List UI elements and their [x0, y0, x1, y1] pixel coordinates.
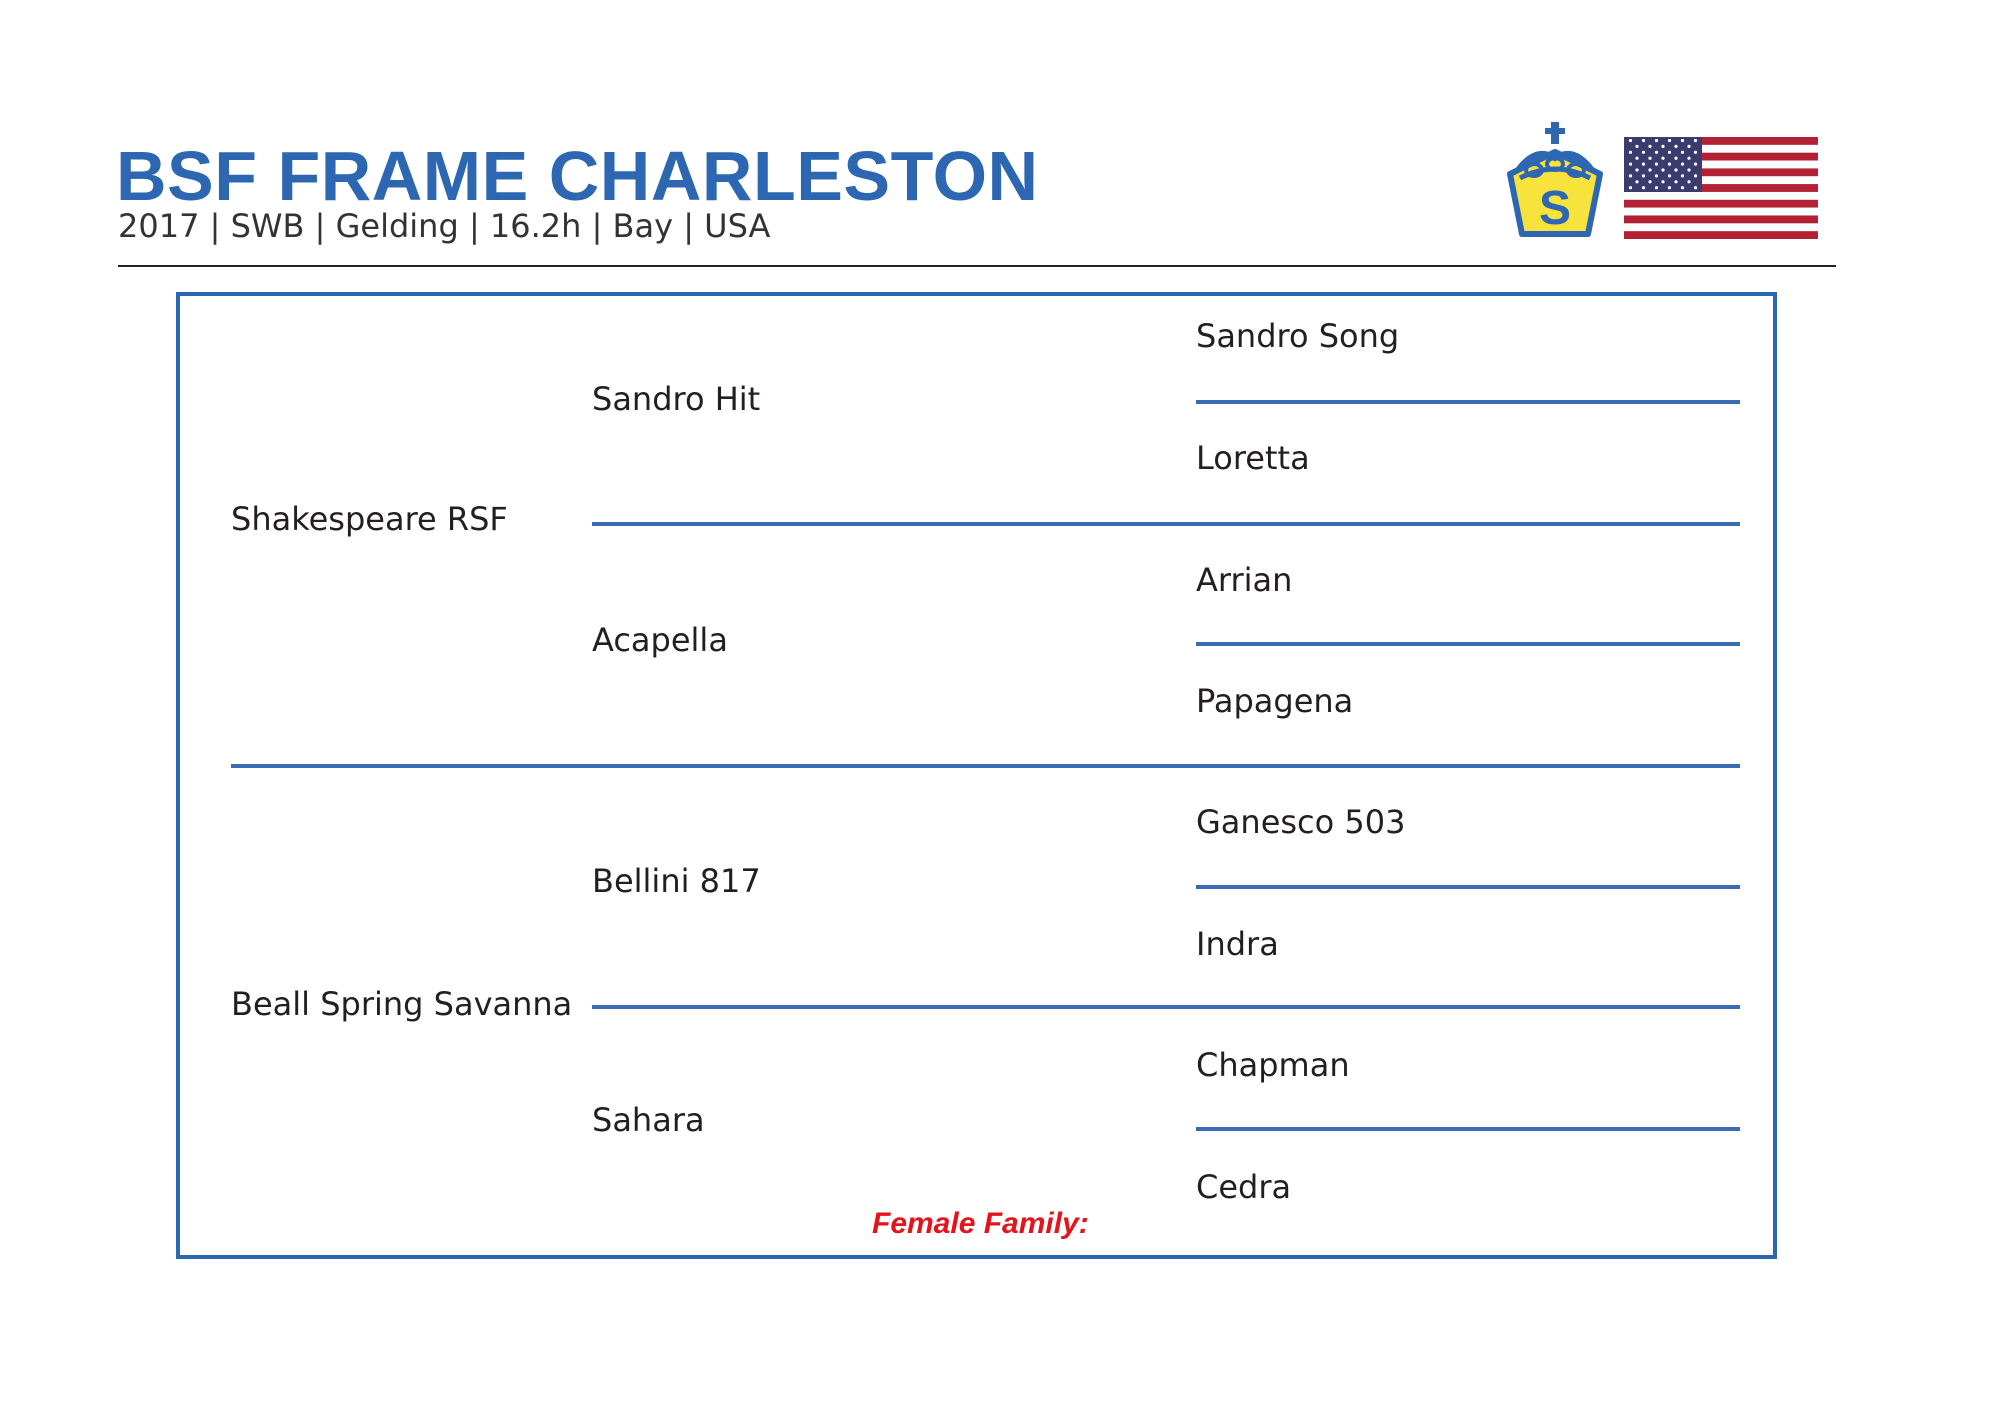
ancestor-name-6: Indra: [1196, 925, 1279, 963]
usa-flag-icon: [1624, 137, 1818, 239]
horse-details: 2017 | SWB | Gelding | 16.2h | Bay | USA: [118, 207, 771, 245]
sire-dam-divider: [231, 764, 1740, 768]
gen3-divider-1: [1196, 400, 1740, 404]
gen3-divider-4: [1196, 1127, 1740, 1131]
dam-sire-name: Bellini 817: [592, 862, 761, 900]
header-divider: [118, 265, 1836, 267]
female-family-label: Female Family:: [872, 1207, 1089, 1240]
pedigree-frame: [176, 292, 1777, 1259]
sire-name: Shakespeare RSF: [231, 500, 508, 538]
dam-dam-name: Sahara: [592, 1101, 705, 1139]
ancestor-name-1: Sandro Song: [1196, 317, 1400, 355]
ancestor-name-8: Cedra: [1196, 1168, 1292, 1206]
logo-letter: S: [1538, 182, 1572, 235]
ancestor-name-7: Chapman: [1196, 1046, 1350, 1084]
crown-shield-logo-icon: [1500, 118, 1610, 246]
dam-name: Beall Spring Savanna: [231, 985, 573, 1023]
gen2-divider-top: [592, 522, 1740, 526]
ancestor-name-4: Papagena: [1196, 682, 1354, 720]
sire-sire-name: Sandro Hit: [592, 380, 761, 418]
gen3-divider-3: [1196, 885, 1740, 889]
ancestor-name-5: Ganesco 503: [1196, 803, 1406, 841]
gen3-divider-2: [1196, 642, 1740, 646]
ancestor-name-3: Arrian: [1196, 561, 1293, 599]
horse-name-title: BSF FRAME CHARLESTON: [116, 137, 1039, 215]
sire-dam-name: Acapella: [592, 621, 728, 659]
ancestor-name-2: Loretta: [1196, 439, 1310, 477]
gen2-divider-bottom: [592, 1005, 1740, 1009]
